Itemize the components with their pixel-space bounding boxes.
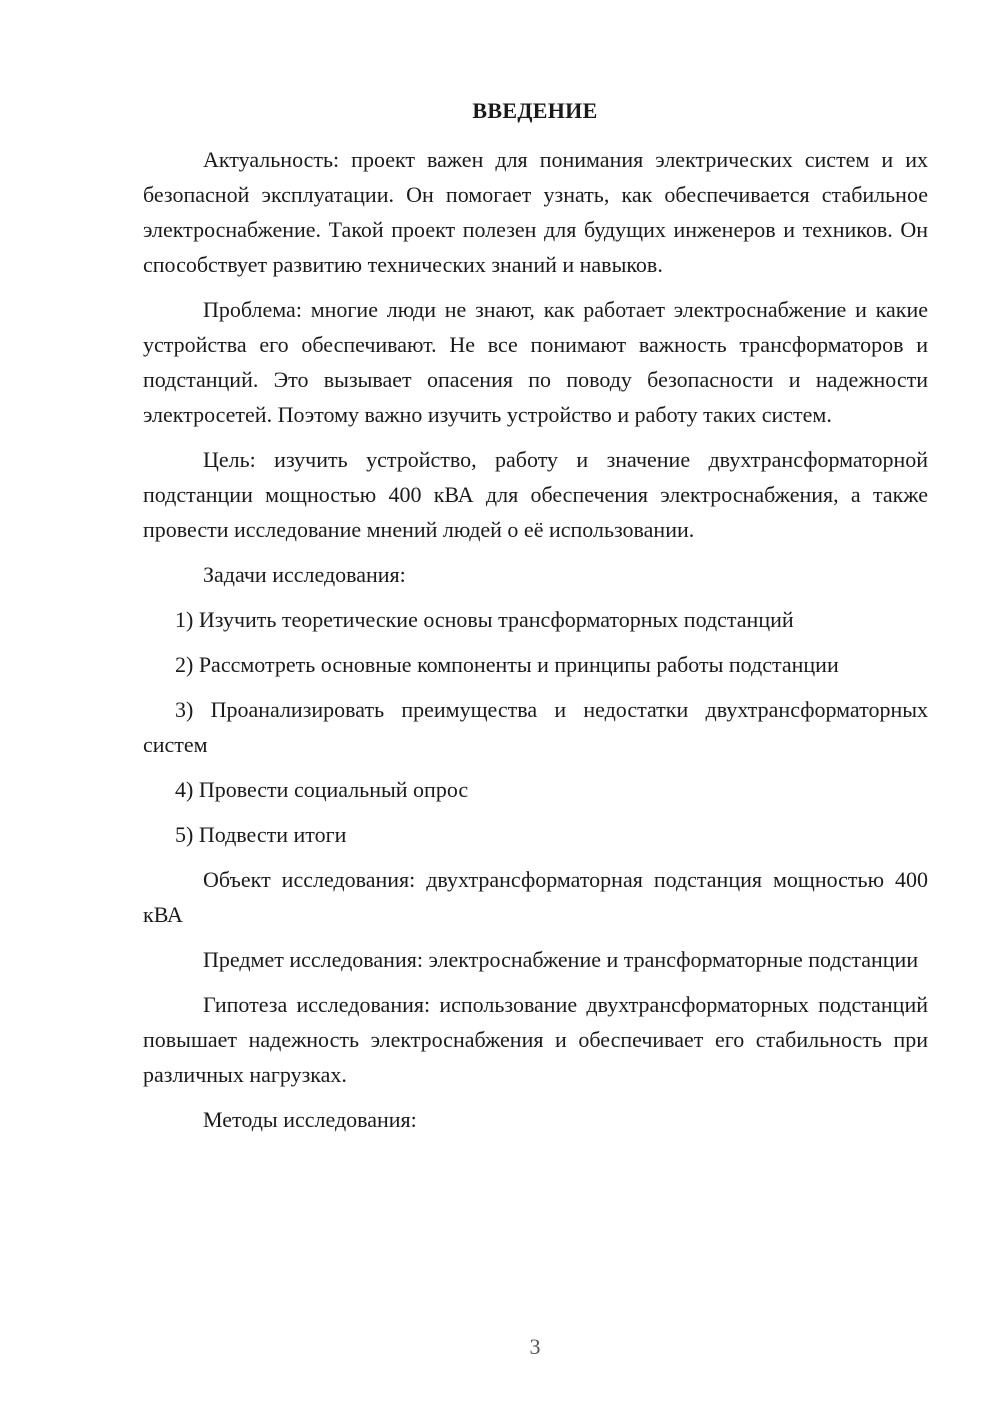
paragraph-object: Объект исследования: двухтрансформаторная подстанция мощностью 400 кВА bbox=[143, 867, 928, 927]
section-title: ВВЕДЕНИЕ bbox=[472, 98, 598, 123]
paragraph-relevance: Актуальность: проект важен для понимания электрических систем и их безопасной эксплуатации. Он помогает узнать, как обеспечивается стабильное электроснабжение. Такой проект полезен для будущих инженеров и техников. Он способствует развитию технических знаний и навыков. bbox=[143, 147, 928, 277]
paragraph-hypothesis: Гипотеза исследования: использование двухтрансформаторных подстанций повышает надежность электроснабжения и обеспечивает его стабильность при различных нагрузках. bbox=[143, 992, 928, 1087]
task-item-2: 2) Рассмотреть основные компоненты и принципы работы подстанции bbox=[175, 652, 839, 677]
paragraph-goal: Цель: изучить устройство, работу и значение двухтрансформаторной подстанции мощностью 400 кВА для обеспечения электроснабжения, а также провести исследование мнений людей о её использовании. bbox=[143, 447, 928, 542]
tasks-heading: Задачи исследования: bbox=[203, 562, 406, 587]
task-item-1: 1) Изучить теоретические основы трансформаторных подстанций bbox=[175, 607, 794, 632]
task-item-4: 4) Провести социальный опрос bbox=[175, 777, 469, 802]
task-item-5: 5) Подвести итоги bbox=[175, 822, 347, 847]
paragraph-methods: Методы исследования: bbox=[203, 1107, 417, 1132]
page-number: 3 bbox=[529, 1334, 541, 1359]
task-item-3: 3) Проанализировать преимущества и недостатки двухтрансформаторных систем bbox=[143, 697, 928, 757]
paragraph-subject: Предмет исследования: электроснабжение и трансформаторные подстанции bbox=[203, 947, 919, 972]
paragraph-problem: Проблема: многие люди не знают, как работает электроснабжение и какие устройства его обеспечивают. Не все понимают важность трансформаторов и подстанций. Это вызывает опасения по поводу безопасности и надежности электросетей. Поэтому важно изучить устройство и работу таких систем. bbox=[143, 297, 928, 427]
document-body bbox=[143, 142, 928, 1147]
